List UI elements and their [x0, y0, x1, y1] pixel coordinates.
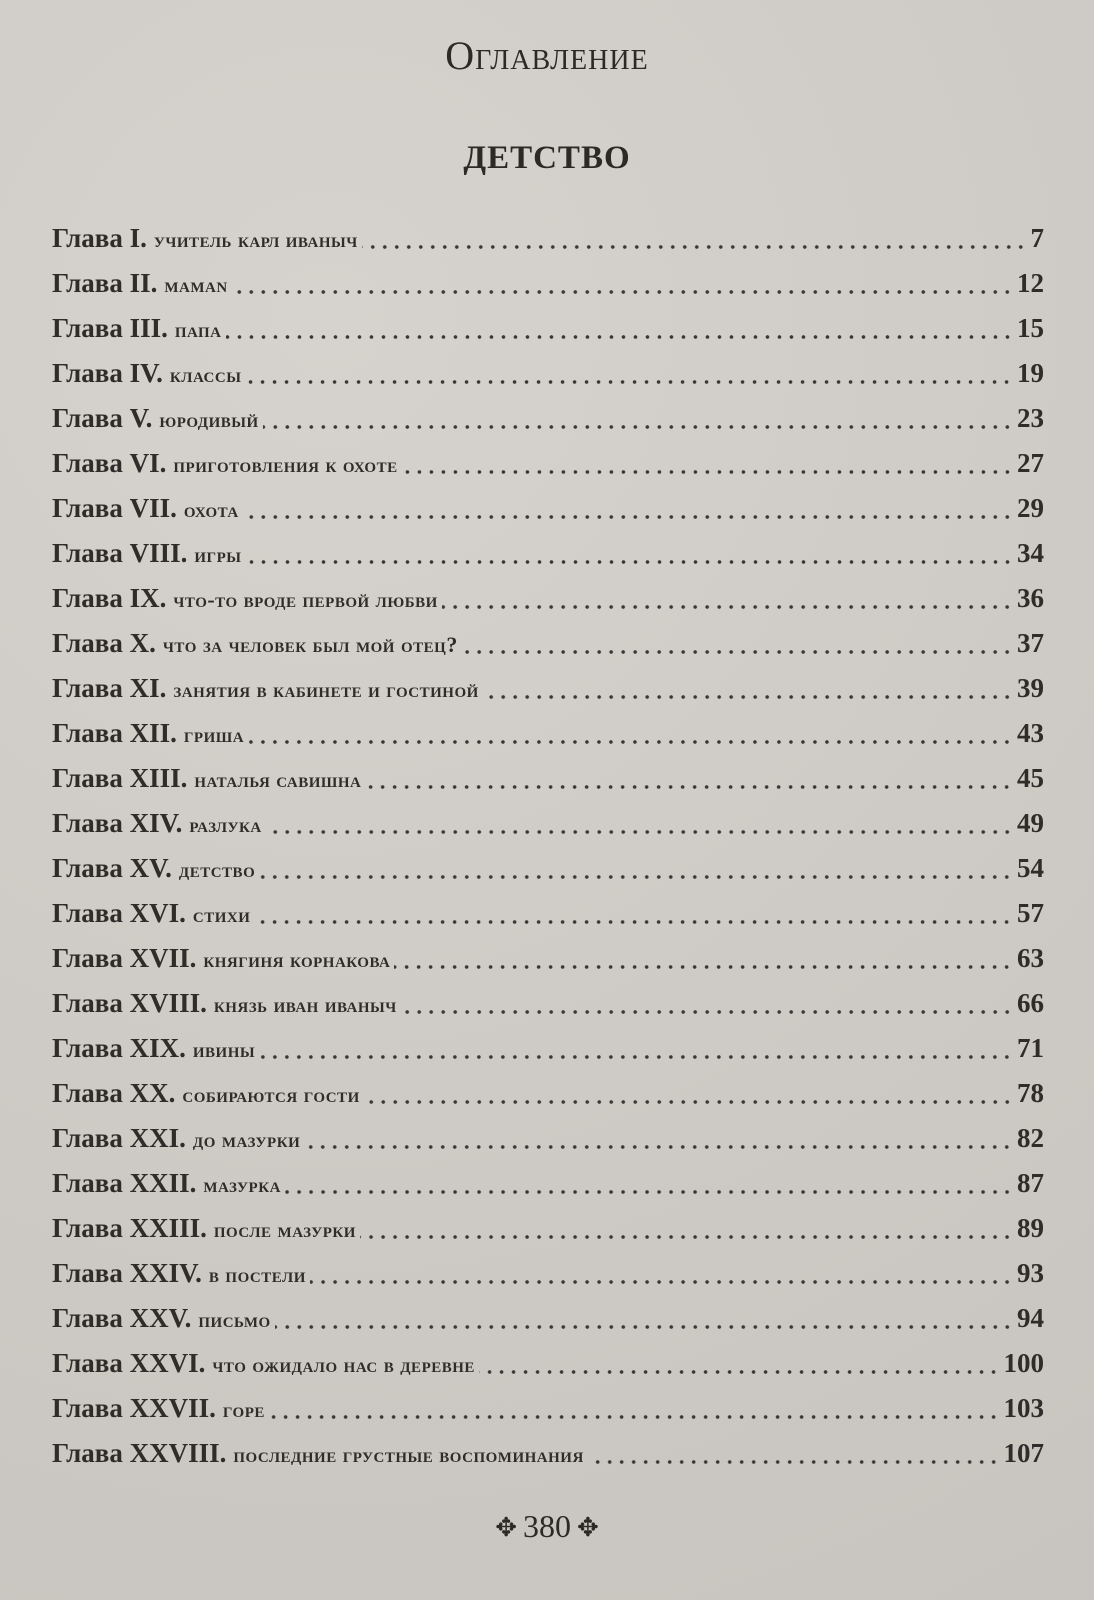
chapter-title: разлука: [189, 812, 262, 837]
toc-entry: [52, 1431, 1044, 1476]
dot-leader: [401, 1010, 1013, 1014]
chapter-title: детство: [178, 857, 256, 882]
chapter-number: Глава I.: [52, 223, 147, 253]
chapter-number: Глава X.: [52, 628, 156, 658]
toc-entry: [52, 1071, 1044, 1116]
chapter-number: Глава XIV.: [52, 808, 183, 838]
chapter-page-number: 37: [1017, 628, 1044, 658]
chapter-title: гриша: [183, 722, 245, 747]
toc-entry: [52, 216, 1044, 261]
toc-entry: [52, 1386, 1044, 1431]
chapter-number: Глава XXIV.: [52, 1258, 202, 1288]
chapter-number: Глава VII.: [52, 493, 177, 523]
chapter-page-number: 78: [1017, 1078, 1044, 1108]
chapter-number: Глава XIX.: [52, 1033, 186, 1063]
chapter-page-number: 12: [1017, 268, 1044, 298]
chapter-page-number: 71: [1017, 1033, 1044, 1063]
dot-leader: [479, 1370, 1000, 1374]
dot-leader: [365, 785, 1013, 789]
chapter-title: письмо: [198, 1307, 271, 1332]
toc-entry: [52, 981, 1044, 1026]
chapter-number: Глава XVII.: [52, 943, 197, 973]
toc-entry: [52, 1206, 1044, 1251]
chapter-title: после мазурки: [213, 1217, 356, 1242]
chapter-number: Глава IV.: [52, 358, 163, 388]
chapter-page-number: 89: [1017, 1213, 1044, 1243]
page-number: 380: [523, 1508, 571, 1544]
chapter-number: Глава XXVIII.: [52, 1438, 227, 1468]
chapter-title: что-то вроде первой любви: [173, 587, 438, 612]
chapter-page-number: 57: [1017, 898, 1044, 928]
toc-entry: [52, 1251, 1044, 1296]
chapter-number: Глава IX.: [52, 583, 167, 613]
chapter-title: стихи: [192, 902, 251, 927]
chapter-number: Глава VIII.: [52, 538, 188, 568]
chapter-title: горе: [222, 1397, 265, 1422]
dot-leader: [248, 740, 1013, 744]
chapter-title: папа: [174, 317, 222, 342]
dot-leader: [254, 920, 1013, 924]
chapter-title: занятия в кабинете и гостиной: [173, 677, 479, 702]
chapter-number: Глава V.: [52, 403, 153, 433]
toc-entry: [52, 576, 1044, 621]
toc-entry: [52, 486, 1044, 531]
chapter-title: что ожидало нас в деревне: [212, 1352, 475, 1377]
chapter-page-number: 45: [1017, 763, 1044, 793]
dot-leader: [483, 695, 1013, 699]
toc-entry: [52, 756, 1044, 801]
chapter-title: князь иван иваныч: [213, 992, 397, 1017]
dot-leader: [246, 560, 1014, 564]
dot-leader: [310, 1280, 1013, 1284]
chapter-title: учитель карл иваныч: [153, 227, 358, 252]
page-number-footer: [0, 1508, 1094, 1545]
chapter-title: классы: [169, 362, 242, 387]
dot-leader: [266, 830, 1013, 834]
chapter-title: княгиня корнакова: [203, 947, 391, 972]
chapter-title: охота: [183, 497, 239, 522]
dot-leader: [588, 1460, 1000, 1464]
toc-entry: [52, 531, 1044, 576]
chapter-page-number: 93: [1017, 1258, 1044, 1288]
toc-entry: [52, 396, 1044, 441]
ornament-right-icon: ✥: [577, 1512, 599, 1542]
chapter-page-number: 94: [1017, 1303, 1044, 1333]
dot-leader: [243, 515, 1013, 519]
toc-entry: [52, 441, 1044, 486]
toc-title: Оглавление: [445, 33, 649, 78]
chapter-page-number: 39: [1017, 673, 1044, 703]
chapter-title: наталья савишна: [194, 767, 362, 792]
chapter-page-number: 19: [1017, 358, 1044, 388]
chapter-number: Глава II.: [52, 268, 158, 298]
dot-leader: [360, 1235, 1013, 1239]
chapter-title: maman: [164, 272, 228, 297]
dot-leader: [304, 1145, 1013, 1149]
chapter-page-number: 107: [1003, 1438, 1044, 1468]
chapter-page-number: 29: [1017, 493, 1044, 523]
chapter-title: до мазурки: [192, 1127, 301, 1152]
toc-entry: [52, 1341, 1044, 1386]
toc-entry: [52, 306, 1044, 351]
chapter-page-number: 66: [1017, 988, 1044, 1018]
dot-leader: [462, 650, 1013, 654]
chapter-number: Глава XXVI.: [52, 1348, 206, 1378]
chapter-number: Глава XII.: [52, 718, 177, 748]
chapter-number: Глава XI.: [52, 673, 167, 703]
dot-leader: [402, 470, 1013, 474]
dot-leader: [259, 875, 1013, 879]
toc-entry: [52, 261, 1044, 306]
chapter-title: игры: [194, 542, 242, 567]
chapter-title: собираются гости: [182, 1082, 360, 1107]
ornament-left-icon: ✥: [495, 1512, 517, 1542]
toc-entry: [52, 1296, 1044, 1341]
chapter-title: приготовления к охоте: [173, 452, 398, 477]
chapter-page-number: 34: [1017, 538, 1044, 568]
chapter-title: последние грустные воспоминания: [233, 1442, 584, 1467]
dot-leader: [275, 1325, 1013, 1329]
dot-leader: [226, 335, 1013, 339]
dot-leader: [232, 290, 1013, 294]
toc-entry: [52, 351, 1044, 396]
toc-entry: [52, 621, 1044, 666]
chapter-page-number: 82: [1017, 1123, 1044, 1153]
toc-entry: [52, 666, 1044, 711]
dot-leader: [245, 380, 1013, 384]
dot-leader: [259, 1055, 1013, 1059]
chapter-page-number: 54: [1017, 853, 1044, 883]
dot-leader: [394, 965, 1013, 969]
toc-entry: [52, 891, 1044, 936]
chapter-number: Глава XXV.: [52, 1303, 192, 1333]
toc-entry: [52, 846, 1044, 891]
chapter-number: Глава XV.: [52, 853, 172, 883]
chapter-page-number: 63: [1017, 943, 1044, 973]
chapter-title: в постели: [208, 1262, 306, 1287]
chapter-number: Глава XXI.: [52, 1123, 186, 1153]
chapter-page-number: 36: [1017, 583, 1044, 613]
chapter-page-number: 15: [1017, 313, 1044, 343]
chapter-page-number: 100: [1003, 1348, 1044, 1378]
chapter-page-number: 23: [1017, 403, 1044, 433]
chapter-page-number: 43: [1017, 718, 1044, 748]
toc-entry: [52, 1161, 1044, 1206]
chapter-number: Глава XXIII.: [52, 1213, 207, 1243]
dot-leader: [362, 245, 1027, 249]
toc-entry: [52, 936, 1044, 981]
dot-leader: [269, 1415, 1000, 1419]
dot-leader: [364, 1100, 1013, 1104]
chapter-title: ивины: [192, 1037, 256, 1062]
toc-entry: [52, 1026, 1044, 1071]
dot-leader: [285, 1190, 1013, 1194]
chapter-title: мазурка: [203, 1172, 281, 1197]
chapter-page-number: 49: [1017, 808, 1044, 838]
toc-entry: [52, 801, 1044, 846]
chapter-page-number: 27: [1017, 448, 1044, 478]
section-title: ДЕТСТВО: [463, 140, 631, 176]
chapter-number: Глава XXVII.: [52, 1393, 216, 1423]
chapter-number: Глава XIII.: [52, 763, 188, 793]
chapter-number: Глава III.: [52, 313, 168, 343]
chapter-number: Глава XVI.: [52, 898, 186, 928]
chapter-title: юродивый: [159, 407, 259, 432]
chapter-number: Глава XXII.: [52, 1168, 197, 1198]
toc-entry: [52, 1116, 1044, 1161]
toc-entry: [52, 711, 1044, 756]
table-of-contents: [52, 216, 1044, 1476]
chapter-number: Глава VI.: [52, 448, 167, 478]
dot-leader: [442, 605, 1013, 609]
chapter-page-number: 87: [1017, 1168, 1044, 1198]
chapter-page-number: 103: [1003, 1393, 1044, 1423]
chapter-number: Глава XX.: [52, 1078, 176, 1108]
dot-leader: [263, 425, 1013, 429]
chapter-number: Глава XVIII.: [52, 988, 207, 1018]
chapter-page-number: 7: [1030, 223, 1044, 253]
chapter-title: что за человек был мой отец?: [162, 632, 458, 657]
